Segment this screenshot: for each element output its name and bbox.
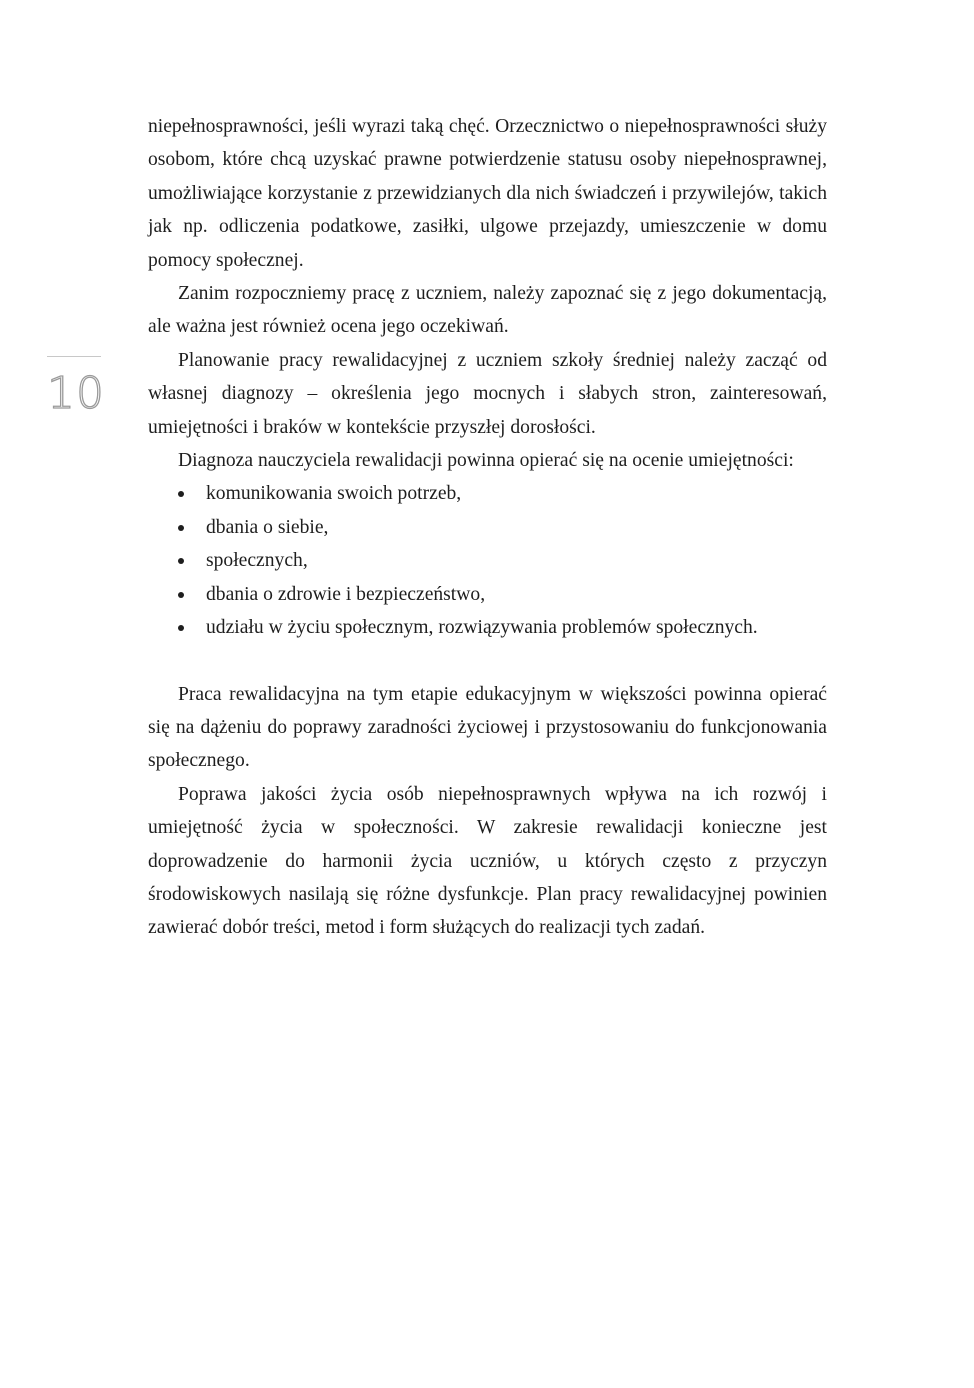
- paragraph: Planowanie pracy rewalidacyjnej z uczniem szkoły średniej należy zacząć od własnej diagnozy – określenia jego mocnych i słabych stron, zainteresowań, umiejętności i braków w kontekście przyszłej dorosłości.: [148, 349, 827, 438]
- list-item: [148, 611, 827, 644]
- list-item-text: komunikowania swoich potrzeb,: [206, 483, 462, 505]
- bullet-icon: [178, 625, 184, 631]
- list-item-text: społecznych,: [206, 550, 308, 572]
- bullet-icon: [178, 592, 184, 598]
- bullet-icon: [178, 525, 184, 531]
- paragraph: Zanim rozpoczniemy pracę z uczniem, należy zapoznać się z jego dokumentacją, ale ważna jest również ocena jego oczekiwań.: [148, 283, 827, 338]
- paragraph-continuation: niepełnosprawności, jeśli wyrazi taką chęć. Orzecznictwo o niepełnosprawności służy osobom, które chcą uzyskać prawne potwierdzenie statusu osoby niepełnosprawnej, umożliwiające korzystanie z przewidzianych dla nich świadczeń i przywilejów, takich jak np. odliczenia podatkowe, zasiłki, ulgowe przejazdy, umieszczenie w domu pomocy społecznej.: [148, 116, 827, 271]
- bullet-icon: [178, 491, 184, 497]
- paragraph-list-intro: Diagnoza nauczyciela rewalidacji powinna opierać się na ocenie umiejętności:: [178, 450, 794, 472]
- list-item-text: dbania o zdrowie i bezpieczeństwo,: [206, 583, 486, 605]
- page-number: 10: [47, 368, 105, 419]
- list-item: [148, 477, 827, 510]
- list-item: [148, 578, 827, 611]
- list-item: [148, 544, 827, 577]
- paragraph: Poprawa jakości życia osób niepełnosprawnych wpływa na ich rozwój i umiejętność życia w społeczności. W zakresie rewalidacji konieczne jest doprowadzenie do harmonii życia uczniów, u których często z przyczyn środowiskowych nasilają się różne dysfunkcje. Plan pracy rewalidacyjnej powinien zawierać dobór treści, metod i form służących do realizacji tych zadań.: [148, 783, 827, 939]
- paragraph-gap: [148, 645, 827, 678]
- bullet-icon: [178, 558, 184, 564]
- skills-list: [148, 477, 827, 644]
- list-item-text: dbania o siebie,: [206, 516, 329, 538]
- list-item: [148, 511, 827, 544]
- paragraph: Praca rewalidacyjna na tym etapie edukacyjnym w większości powinna opierać się na dążeniu do poprawy zaradności życiowej i przystosowaniu do funkcjonowania społecznego.: [148, 683, 827, 772]
- page-number-rule: [47, 356, 101, 357]
- body-text: [148, 110, 827, 945]
- list-item-text: udziału w życiu społecznym, rozwiązywania problemów społecznych.: [206, 617, 758, 639]
